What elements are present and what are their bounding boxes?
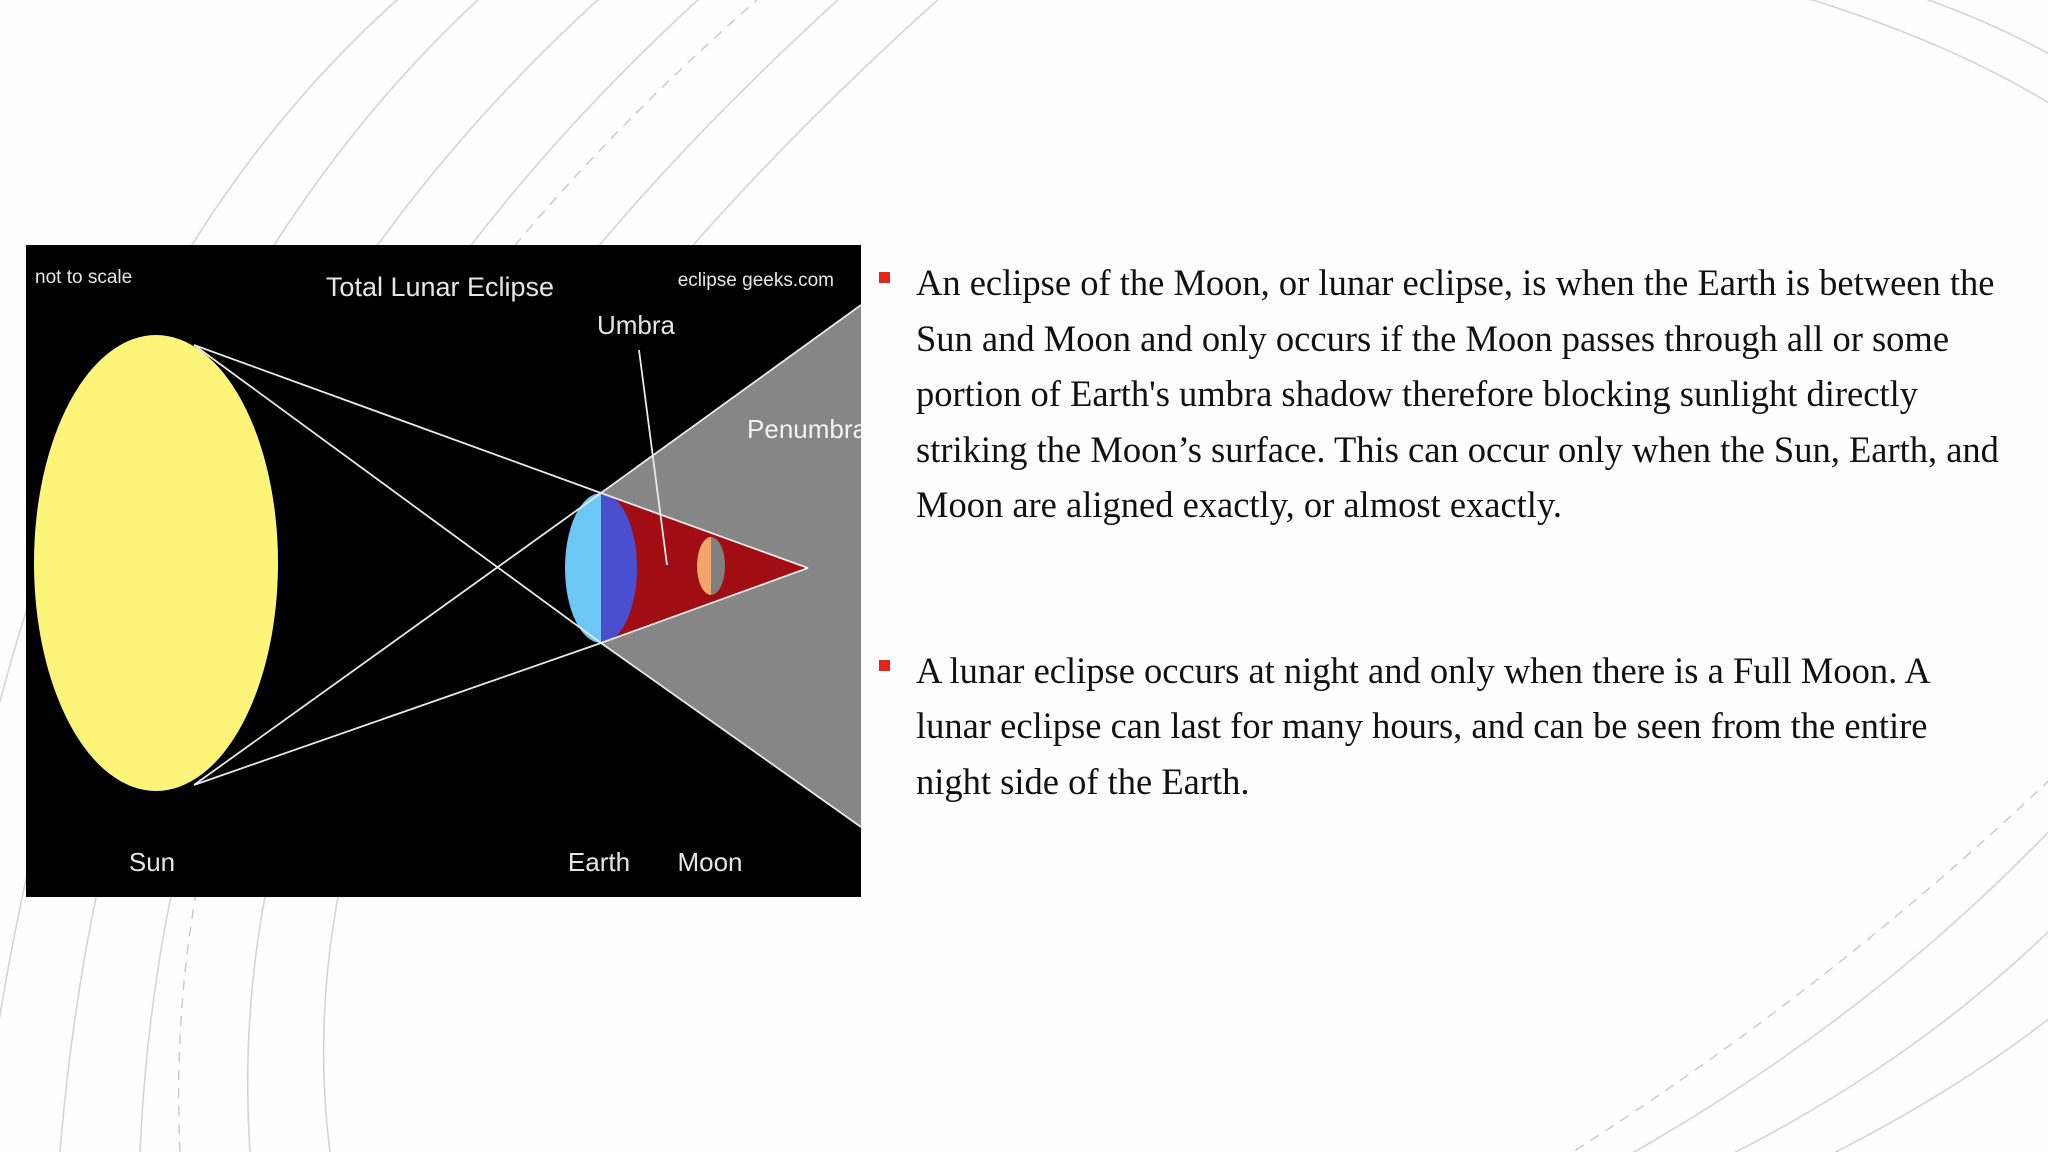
moon-label: Moon [677,847,743,877]
penumbra-label: Penumbra [747,414,861,444]
bullet-item [878,255,2008,533]
bullet-text: A lunar eclipse occurs at night and only when there is a Full Moon. A lunar eclipse can last for many hours, and can be seen from the entire night side of the Earth. [916,649,1929,802]
bullet-square-icon [879,660,890,671]
sun-shape [34,335,278,791]
not-to-scale-label: not to scale [35,267,133,288]
source-label: eclipse geeks.com [677,270,834,291]
earth-label: Earth [567,847,631,877]
bullet-list [878,255,2008,809]
sun-label: Sun [128,847,176,877]
umbra-label: Umbra [596,310,676,340]
bullet-text: An eclipse of the Moon, or lunar eclipse, is when the Earth is between the Sun and Moon and only occurs if the Moon passes through all or some portion of Earth's umbra shadow therefore blocking sunlight directly striking the Moon’s surface. This can occur only when the Sun, Earth, and Moon are aligned exactly, or almost exactly. [916,262,1999,525]
bullet-item [878,643,2008,810]
eclipse-diagram [26,245,861,897]
diagram-title: Total Lunar Eclipse [325,272,555,302]
bullet-square-icon [879,272,890,283]
eclipse-diagram-svg [26,245,861,897]
